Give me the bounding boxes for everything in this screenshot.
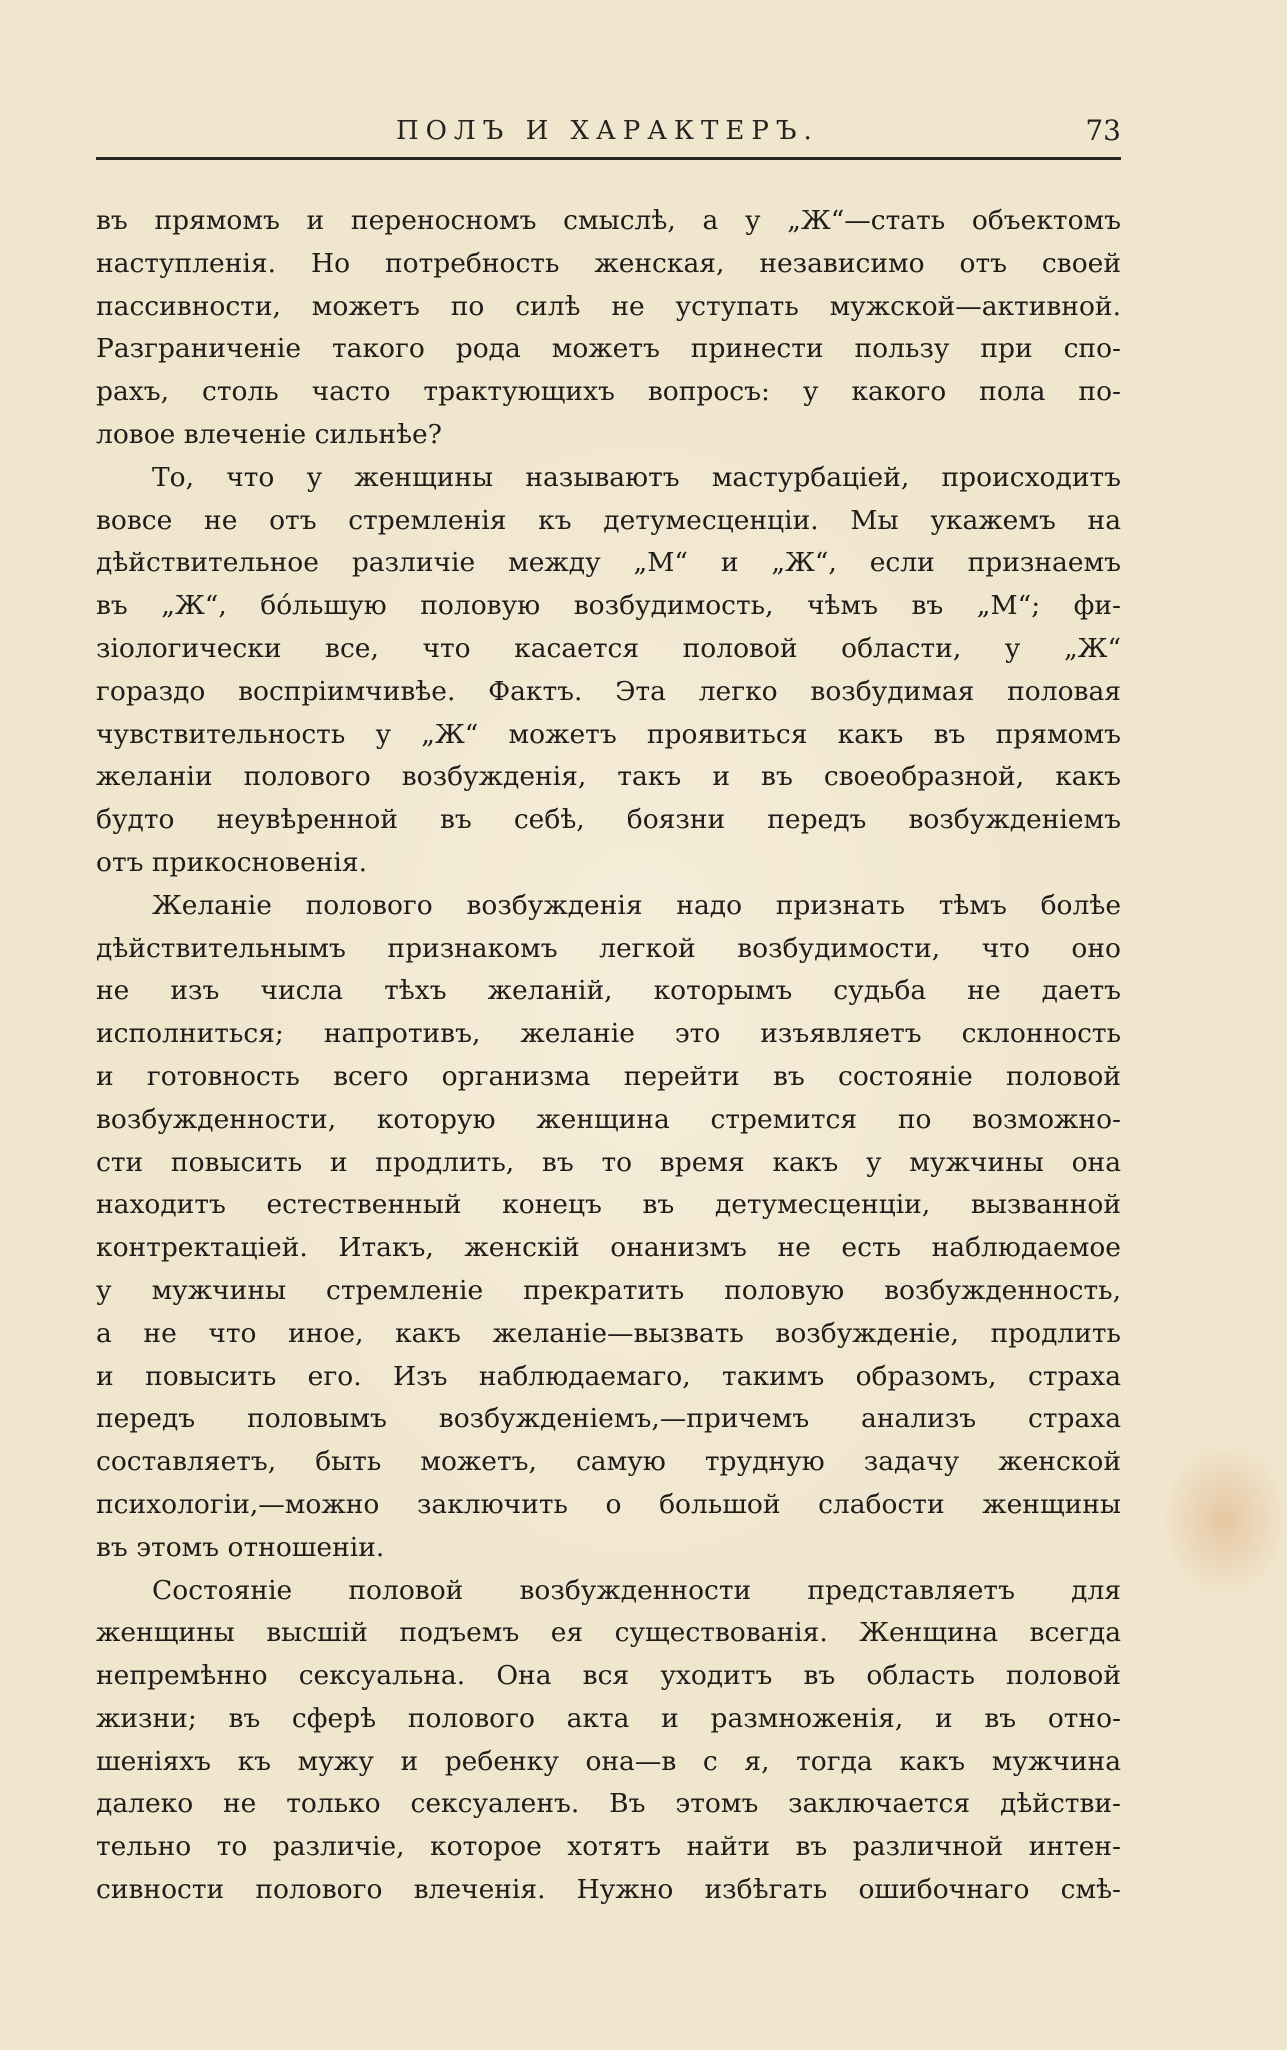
text-line: и повысить его. Изъ наблюдаемаго, такимъ образомъ, страха xyxy=(96,1360,1121,1392)
text-line: исполниться; напротивъ, желаніе это изъявляетъ склонность xyxy=(96,1018,1121,1050)
text-line: рахъ, столь часто трактующихъ вопросъ: у какого пола по- xyxy=(96,376,1121,408)
text-line: находитъ естественный конецъ въ детумесценціи, вызванной xyxy=(96,1189,1121,1221)
paragraph-first-line: То, что у женщины называютъ мастурбаціей, происходитъ xyxy=(152,461,1121,493)
text-line: не изъ числа тѣхъ желаній, которымъ судьба не даетъ xyxy=(96,975,1121,1007)
text-line: у мужчины стремленіе прекратить половую возбужденность, xyxy=(96,1274,1121,1306)
page-number: 73 xyxy=(1085,114,1121,147)
text-line: шеніяхъ къ мужу и ребенку она—в с я, тогда какъ мужчина xyxy=(96,1745,1121,1777)
text-line: непремѣнно сексуальна. Она вся уходитъ въ область половой xyxy=(96,1660,1121,1692)
text-line: ловое влеченіе сильнѣе? xyxy=(96,418,442,450)
text-line: а не что иное, какъ желаніе—вызвать возбужденіе, продлить xyxy=(96,1317,1121,1349)
text-line: психологіи,—можно заключить о большой слабости женщины xyxy=(96,1488,1121,1520)
body-text xyxy=(96,200,1121,1912)
text-line: въ этомъ отношеніи. xyxy=(96,1531,385,1563)
text-line: составляетъ, быть можетъ, самую трудную задачу женской xyxy=(96,1446,1121,1478)
text-line: Разграниченіе такого рода можетъ принести пользу при спо- xyxy=(96,333,1121,365)
text-line: пассивности, можетъ по силѣ не уступать мужской—активной. xyxy=(96,290,1121,322)
text-line: далеко не только сексуаленъ. Въ этомъ заключается дѣйстви- xyxy=(96,1788,1121,1820)
text-line: зіологически все, что касается половой области, у „Ж“ xyxy=(96,632,1121,664)
text-line: вовсе не отъ стремленія къ детумесценціи. Мы укажемъ на xyxy=(96,504,1121,536)
text-line: сти повысить и продлить, въ то время какъ у мужчины она xyxy=(96,1146,1121,1178)
text-line: отъ прикосновенія. xyxy=(96,846,368,878)
text-line: передъ половымъ возбужденіемъ,—причемъ анализъ страха xyxy=(96,1403,1121,1435)
text-line: женщины высшій подъемъ ея существованія. Женщина всегда xyxy=(96,1617,1121,1649)
running-title: ПОЛЪ И ХАРАКТЕРЪ. xyxy=(396,116,819,146)
text-line: дѣйствительное различіе между „М“ и „Ж“, если признаемъ xyxy=(96,547,1121,579)
text-line: гораздо воспріимчивѣе. Фактъ. Эта легко возбудимая половая xyxy=(96,675,1121,707)
text-line: тельно то различіе, которое хотятъ найти въ различной интен- xyxy=(96,1831,1121,1863)
paragraph-first-line: Состояніе половой возбужденности представляетъ для xyxy=(152,1574,1121,1606)
header-rule xyxy=(96,157,1121,160)
text-line: чувствительность у „Ж“ можетъ проявиться какъ въ прямомъ xyxy=(96,718,1121,750)
text-line: сивности полового влеченія. Нужно избѣгать ошибочнаго смѣ- xyxy=(96,1874,1121,1906)
text-line: дѣйствительнымъ признакомъ легкой возбудимости, что оно xyxy=(96,932,1121,964)
paragraph-first-line: Желаніе полового возбужденія надо признать тѣмъ болѣе xyxy=(152,889,1121,921)
running-head xyxy=(96,112,1121,162)
text-line: въ „Ж“, бо́льшую половую возбудимость, чѣмъ въ „М“; фи- xyxy=(96,590,1121,622)
text-line: будто неувѣренной въ себѣ, боязни передъ возбужденіемъ xyxy=(96,804,1121,836)
text-line: контректаціей. Итакъ, женскій онанизмъ не есть наблюдаемое xyxy=(96,1232,1121,1264)
text-line: жизни; въ сферѣ полового акта и размноженія, и въ отно- xyxy=(96,1702,1121,1734)
text-line: наступленія. Но потребность женская, независимо отъ своей xyxy=(96,247,1121,279)
text-line: въ прямомъ и переносномъ смыслѣ, а у „Ж“—стать объектомъ xyxy=(96,205,1121,236)
text-line: и готовность всего организма перейти въ состояніе половой xyxy=(96,1060,1121,1092)
text-line: желаніи полового возбужденія, такъ и въ своеобразной, какъ xyxy=(96,761,1121,793)
text-line: возбужденности, которую женщина стремится по возможно- xyxy=(96,1103,1121,1135)
